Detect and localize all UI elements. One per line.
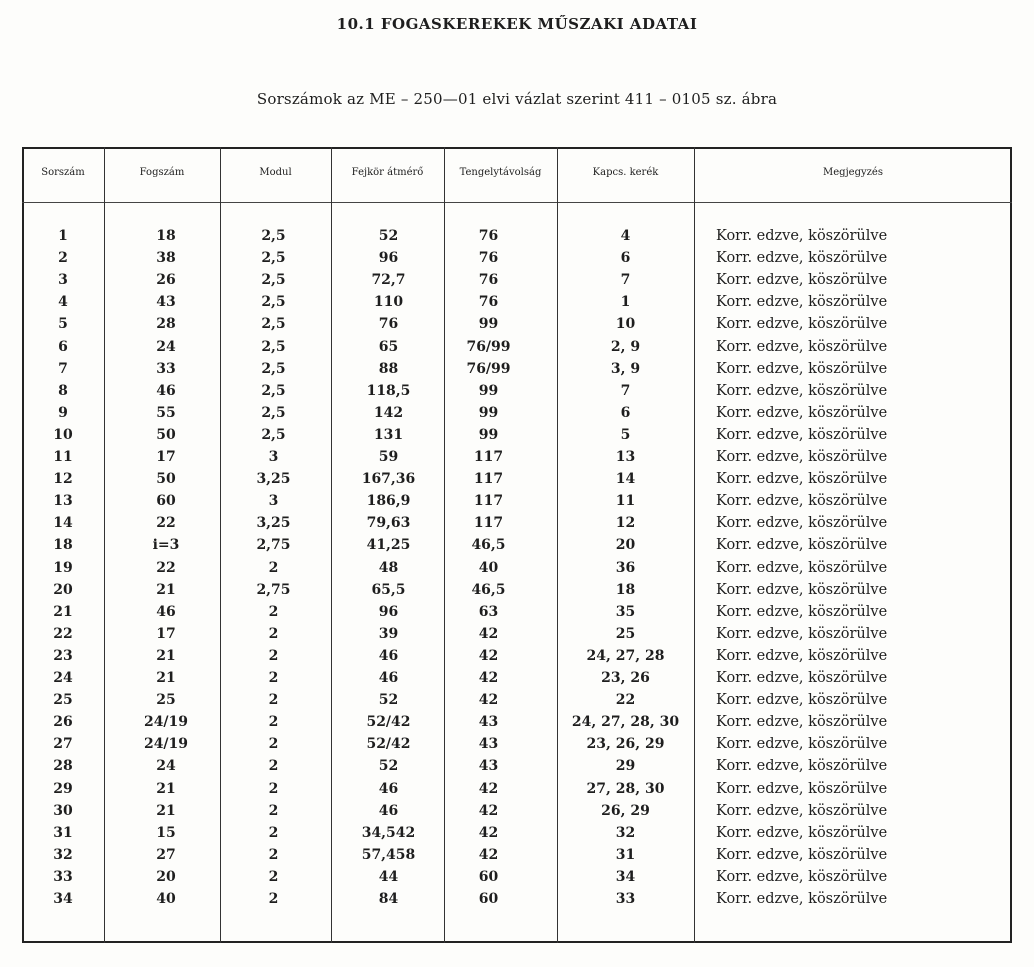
table-cell-note: Korr. edzve, köszörülve <box>716 846 888 863</box>
table-cell: 43 <box>478 736 499 753</box>
table-row <box>22 736 1012 758</box>
table-cell: 21 <box>156 802 176 819</box>
table-cell: 40 <box>478 559 499 576</box>
table-cell: 13 <box>615 449 636 465</box>
table-cell: 186,9 <box>366 493 411 510</box>
table-cell: 46 <box>378 647 399 664</box>
table-cell-note: Korr. edzve, köszörülve <box>716 449 888 465</box>
table-cell-note: Korr. edzve, köszörülve <box>716 471 888 488</box>
table-cell: 76/99 <box>466 338 511 355</box>
table-cell: 2 <box>268 714 279 731</box>
table-cell: 96 <box>378 250 399 267</box>
table-cell: 50 <box>156 426 176 443</box>
table-cell: 2 <box>268 559 279 576</box>
table-cell: 4 <box>620 228 631 244</box>
table-cell: 7 <box>620 272 631 289</box>
table-cell: 99 <box>478 426 499 443</box>
table-row <box>22 758 1012 780</box>
table-row <box>22 272 1012 294</box>
table-cell: 24, 27, 28 <box>586 647 665 664</box>
table-cell: 7 <box>620 382 631 399</box>
table-cell: 2,5 <box>261 404 286 421</box>
table-cell: 21 <box>156 780 176 797</box>
table-cell: 42 <box>478 625 499 642</box>
table-cell: 167,36 <box>361 471 416 488</box>
table-cell: 14 <box>615 471 636 488</box>
table-cell: 2, 9 <box>610 338 641 355</box>
table-cell: 43 <box>478 758 499 775</box>
table-cell: 99 <box>478 382 499 399</box>
table-cell-note: Korr. edzve, köszörülve <box>716 294 888 311</box>
table-cell: 110 <box>373 294 404 311</box>
table-row <box>22 537 1012 559</box>
table-cell-note: Korr. edzve, köszörülve <box>716 426 888 443</box>
table-cell: 2 <box>268 603 279 620</box>
table-cell: 3,25 <box>256 515 291 532</box>
table-cell: 2 <box>268 758 279 775</box>
table-cell: 17 <box>156 625 176 642</box>
table-row <box>22 405 1012 427</box>
table-cell: 65,5 <box>371 581 406 598</box>
table-cell: 2 <box>268 647 279 664</box>
table-cell: 23, 26 <box>601 670 650 686</box>
table-cell: 34 <box>53 891 73 907</box>
table-cell: 23 <box>53 647 73 664</box>
table-cell: 46 <box>156 603 176 620</box>
table-cell: 15 <box>156 824 176 841</box>
table-cell: 2 <box>268 780 279 797</box>
table-row <box>22 648 1012 670</box>
table-cell-note: Korr. edzve, köszörülve <box>716 250 888 267</box>
table-cell: 43 <box>478 714 499 731</box>
table-cell: 28 <box>156 316 176 333</box>
table-cell: 14 <box>53 515 73 532</box>
table-cell: 2,5 <box>261 272 286 289</box>
table-cell: 2 <box>268 868 279 885</box>
table-cell: 19 <box>53 559 73 576</box>
table-cell-note: Korr. edzve, köszörülve <box>716 891 888 907</box>
table-cell: 76 <box>478 228 499 244</box>
table-row <box>22 427 1012 449</box>
table-cell: 59 <box>378 449 399 465</box>
table-cell: 42 <box>478 846 499 863</box>
table-cell: 2 <box>268 670 279 686</box>
table-cell: 41,25 <box>366 537 411 554</box>
table-row <box>22 582 1012 604</box>
page-subtitle: Sorszámok az ME – 250—01 elvi vázlat szerint 411 – 0105 sz. ábra <box>256 90 778 108</box>
table-cell: 52 <box>378 758 399 775</box>
table-cell: 46 <box>156 382 176 399</box>
table-row <box>22 316 1012 338</box>
header-fejkor-atmero: Fejkör átmérő <box>351 167 424 178</box>
table-cell: 9 <box>58 404 68 421</box>
table-cell: 24 <box>156 338 176 355</box>
table-cell: 2 <box>268 891 279 907</box>
table-cell-note: Korr. edzve, köszörülve <box>716 736 888 753</box>
table-cell: 57,458 <box>361 846 416 863</box>
table-cell: 88 <box>378 360 399 377</box>
table-row <box>22 626 1012 648</box>
table-cell: 33 <box>156 360 176 377</box>
table-cell: 31 <box>53 824 73 841</box>
table-cell: 3 <box>268 449 279 465</box>
table-row <box>22 560 1012 582</box>
table-cell: 1 <box>58 228 68 244</box>
table-cell: 22 <box>615 692 636 709</box>
table-cell: 25 <box>53 692 73 709</box>
table-cell: 13 <box>53 493 73 510</box>
table-cell: 24, 27, 28, 30 <box>571 714 680 731</box>
table-row <box>22 714 1012 736</box>
table-cell: 42 <box>478 802 499 819</box>
table-row <box>22 471 1012 493</box>
table-row <box>22 339 1012 361</box>
table-cell: 76 <box>378 316 399 333</box>
table-row <box>22 803 1012 825</box>
table-cell: 52/42 <box>366 736 411 753</box>
table-cell-note: Korr. edzve, köszörülve <box>716 338 888 355</box>
table-cell: 2,75 <box>256 581 291 598</box>
table-cell: 11 <box>53 449 73 465</box>
table-cell-note: Korr. edzve, köszörülve <box>716 647 888 664</box>
table-cell-note: Korr. edzve, köszörülve <box>716 758 888 775</box>
table-cell: 2,75 <box>256 537 291 554</box>
table-cell: 18 <box>615 581 636 598</box>
table-cell: 6 <box>58 338 68 355</box>
table-cell: 29 <box>53 780 73 797</box>
table-cell: 34,542 <box>361 824 416 841</box>
table-row <box>22 228 1012 250</box>
table-cell: 22 <box>156 515 176 532</box>
header-tengelytavolsag: Tengelytávolság <box>459 167 542 178</box>
table-cell: 7 <box>58 360 68 377</box>
header-fogszam: Fogszám <box>139 167 185 178</box>
header-kapcs-kerek: Kapcs. kerék <box>592 167 659 178</box>
table-cell: 2,5 <box>261 426 286 443</box>
table-cell: 38 <box>156 250 176 267</box>
table-cell-note: Korr. edzve, köszörülve <box>716 581 888 598</box>
table-cell: 2 <box>268 736 279 753</box>
table-cell: 22 <box>53 625 73 642</box>
table-cell: 21 <box>53 603 73 620</box>
table-row <box>22 361 1012 383</box>
table-cell: 10 <box>615 316 636 333</box>
table-cell: 117 <box>473 493 504 510</box>
table-cell: 26 <box>156 272 176 289</box>
table-cell: 5 <box>620 426 631 443</box>
table-cell-note: Korr. edzve, köszörülve <box>716 780 888 797</box>
table-row <box>22 869 1012 891</box>
table-cell: 48 <box>378 559 399 576</box>
table-cell: 11 <box>615 493 636 510</box>
table-cell: 3 <box>58 272 68 289</box>
table-cell: 79,63 <box>366 515 411 532</box>
table-cell: 20 <box>156 868 176 885</box>
table-cell-note: Korr. edzve, köszörülve <box>716 316 888 333</box>
table-cell: 46 <box>378 802 399 819</box>
table-cell: 33 <box>615 891 636 907</box>
table-cell-note: Korr. edzve, köszörülve <box>716 625 888 642</box>
header-modul: Modul <box>259 167 292 178</box>
table-cell-note: Korr. edzve, köszörülve <box>716 537 888 554</box>
table-cell-note: Korr. edzve, köszörülve <box>716 692 888 709</box>
table-row <box>22 449 1012 471</box>
table-cell: 60 <box>478 891 499 907</box>
table-cell: 63 <box>478 603 499 620</box>
table-cell: 27 <box>53 736 73 753</box>
table-cell: 3 <box>268 493 279 510</box>
table-cell: 46 <box>378 780 399 797</box>
table-cell: 131 <box>373 426 404 443</box>
table-cell: 2,5 <box>261 338 286 355</box>
table-cell: 76/99 <box>466 360 511 377</box>
table-cell: 24/19 <box>143 736 189 753</box>
table-cell: 33 <box>53 868 73 885</box>
table-row <box>22 692 1012 714</box>
table-cell: 8 <box>58 382 68 399</box>
table-cell: 2,5 <box>261 360 286 377</box>
table-cell: 17 <box>156 449 176 465</box>
table-cell: 76 <box>478 272 499 289</box>
table-cell: 76 <box>478 294 499 311</box>
table-cell: 10 <box>53 426 73 443</box>
table-cell: 2 <box>268 625 279 642</box>
table-cell: 40 <box>156 891 176 907</box>
table-row <box>22 250 1012 272</box>
table-cell: 96 <box>378 603 399 620</box>
table-row <box>22 493 1012 515</box>
table-row <box>22 515 1012 537</box>
table-cell: 12 <box>615 515 636 532</box>
table-cell: 2 <box>268 846 279 863</box>
table-cell: 34 <box>615 868 636 885</box>
table-cell: 27, 28, 30 <box>586 780 665 797</box>
table-row <box>22 294 1012 316</box>
table-cell: 60 <box>156 493 176 510</box>
table-cell: 1 <box>620 294 631 311</box>
table-cell: 72,7 <box>371 272 406 289</box>
table-cell: 21 <box>156 647 176 664</box>
table-cell: 26 <box>53 714 73 731</box>
table-cell: 35 <box>615 603 636 620</box>
table-cell: 36 <box>615 559 636 576</box>
table-cell-note: Korr. edzve, köszörülve <box>716 272 888 289</box>
table-cell: 3,25 <box>256 471 291 488</box>
table-cell: 24 <box>156 758 176 775</box>
table-cell-note: Korr. edzve, köszörülve <box>716 360 888 377</box>
table-cell: 76 <box>478 250 499 267</box>
table-row <box>22 383 1012 405</box>
table-cell: 28 <box>53 758 73 775</box>
table-cell: 2 <box>268 824 279 841</box>
table-cell: 6 <box>620 250 631 267</box>
table-cell: 2,5 <box>261 294 286 311</box>
table-cell: 3, 9 <box>610 360 641 377</box>
table-cell: 2,5 <box>261 228 286 244</box>
table-cell: 29 <box>615 758 636 775</box>
table-cell: 18 <box>156 228 176 244</box>
table-cell: 46,5 <box>471 581 506 598</box>
table-row <box>22 604 1012 626</box>
table-cell-note: Korr. edzve, köszörülve <box>716 228 888 244</box>
table-cell: 52 <box>378 228 399 244</box>
table-cell: 117 <box>473 471 504 488</box>
table-cell-note: Korr. edzve, köszörülve <box>716 404 888 421</box>
table-cell: 31 <box>615 846 636 863</box>
table-cell: 24/19 <box>143 714 189 731</box>
table-cell: 46,5 <box>471 537 506 554</box>
table-cell: 22 <box>156 559 176 576</box>
table-row <box>22 670 1012 692</box>
table-cell: 23, 26, 29 <box>586 736 665 753</box>
table-cell: 2 <box>268 692 279 709</box>
table-cell: 65 <box>378 338 399 355</box>
table-cell: 2 <box>268 802 279 819</box>
table-cell: 99 <box>478 316 499 333</box>
table-row <box>22 781 1012 803</box>
table-cell: 39 <box>378 625 399 642</box>
table-cell-note: Korr. edzve, köszörülve <box>716 670 888 686</box>
header-megjegyzes: Megjegyzés <box>823 167 883 178</box>
table-cell: 5 <box>58 316 68 333</box>
table-cell: 26, 29 <box>601 802 650 819</box>
table-cell: 2,5 <box>261 382 286 399</box>
table-cell: 42 <box>478 670 499 686</box>
table-cell: 21 <box>156 670 176 686</box>
table-cell: 60 <box>478 868 499 885</box>
table-cell: 117 <box>473 515 504 532</box>
table-cell: 52 <box>378 692 399 709</box>
table-cell-note: Korr. edzve, köszörülve <box>716 493 888 510</box>
table-cell: 46 <box>378 670 399 686</box>
table-cell: 2 <box>58 250 68 267</box>
table-cell: 30 <box>53 802 73 819</box>
table-cell: 99 <box>478 404 499 421</box>
table-cell: 4 <box>58 294 68 311</box>
table-cell-note: Korr. edzve, köszörülve <box>716 603 888 620</box>
table-cell: 44 <box>378 868 399 885</box>
table-cell-note: Korr. edzve, köszörülve <box>716 802 888 819</box>
table-cell: 24 <box>53 670 73 686</box>
table-cell: 18 <box>53 537 73 554</box>
table-cell: 2,5 <box>261 250 286 267</box>
table-cell: 50 <box>156 471 176 488</box>
table-cell: 25 <box>156 692 176 709</box>
header-sorszam: Sorszám <box>41 167 85 178</box>
table-cell: 42 <box>478 824 499 841</box>
table-cell-note: Korr. edzve, köszörülve <box>716 824 888 841</box>
header-divider <box>22 202 1012 203</box>
table-cell: i=3 <box>152 537 180 554</box>
table-cell: 2,5 <box>261 316 286 333</box>
table-cell: 42 <box>478 692 499 709</box>
table-cell: 20 <box>615 537 636 554</box>
table-row <box>22 847 1012 869</box>
page-title: 10.1 FOGASKEREKEK MŰSZAKI ADATAI <box>336 15 698 33</box>
table-cell: 25 <box>615 625 636 642</box>
table-cell-note: Korr. edzve, köszörülve <box>716 714 888 731</box>
table-cell: 55 <box>156 404 176 421</box>
table-cell: 32 <box>615 824 636 841</box>
table-row <box>22 891 1012 913</box>
table-cell-note: Korr. edzve, köszörülve <box>716 559 888 576</box>
table-cell: 142 <box>373 404 404 421</box>
table-cell: 118,5 <box>366 382 411 399</box>
table-cell: 43 <box>156 294 176 311</box>
table-cell: 12 <box>53 471 73 488</box>
table-cell-note: Korr. edzve, köszörülve <box>716 515 888 532</box>
table-cell: 6 <box>620 404 631 421</box>
table-cell-note: Korr. edzve, köszörülve <box>716 868 888 885</box>
table-cell: 52/42 <box>366 714 411 731</box>
table-row <box>22 825 1012 847</box>
table-cell: 42 <box>478 647 499 664</box>
table-cell: 20 <box>53 581 73 598</box>
table-cell: 27 <box>156 846 176 863</box>
table-cell: 21 <box>156 581 176 598</box>
table-cell: 117 <box>473 449 504 465</box>
table-cell: 84 <box>378 891 399 907</box>
table-cell-note: Korr. edzve, köszörülve <box>716 382 888 399</box>
table-cell: 42 <box>478 780 499 797</box>
table-cell: 32 <box>53 846 73 863</box>
